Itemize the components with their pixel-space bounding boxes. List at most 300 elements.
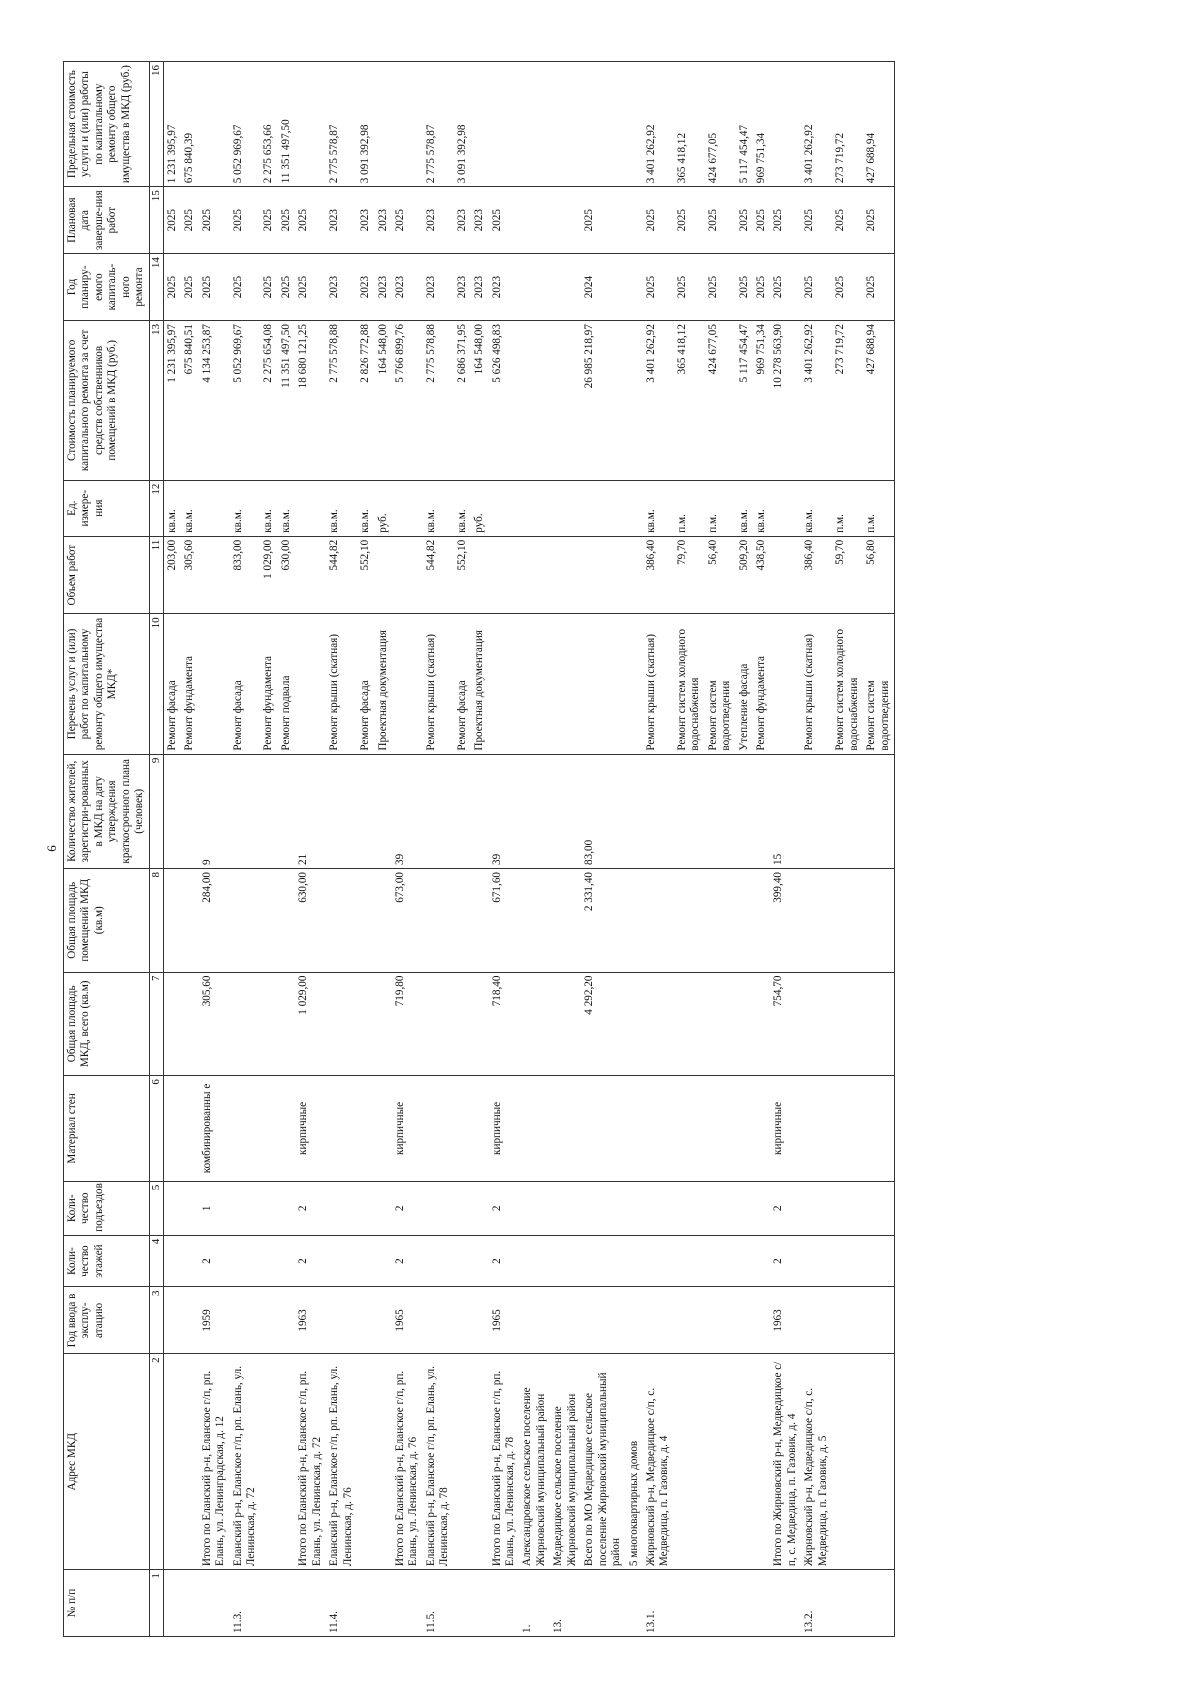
table-row [163,62,181,1637]
cell-col-15: 2025 [278,187,295,254]
cell-col-10: Ремонт крыши (скатная) [326,614,357,754]
cell-col-1: 11.3. [230,1570,261,1637]
cell-col-5: 2 [392,1181,423,1235]
cell-col-1 [199,1570,230,1637]
cell-col-16 [626,62,643,187]
cell-col-11: 833,00 [230,536,261,614]
cell-col-4 [260,1235,277,1287]
cell-col-15: 2025 [295,187,326,254]
cell-col-15: 2025 [705,187,736,254]
cell-col-11 [489,536,520,614]
cell-col-4 [801,1235,832,1287]
cell-col-16 [375,62,392,187]
cell-col-9 [326,754,357,868]
column-number: 7 [149,972,163,1076]
cell-col-8: 671,60 [489,868,520,972]
cell-col-12: кв.м. [181,480,198,536]
cell-col-2 [260,1354,277,1570]
cell-col-16: 5 117 454,47 [736,62,753,187]
cell-col-10: Ремонт подвала [278,614,295,754]
cell-col-5 [643,1181,674,1235]
cell-col-3 [181,1287,198,1354]
cell-col-7 [801,972,832,1076]
cell-col-8 [705,868,736,972]
cell-col-3 [471,1287,488,1354]
cell-col-15: 2023 [375,187,392,254]
cell-col-16: 3 401 262,92 [801,62,832,187]
cell-col-15: 2025 [581,187,625,254]
cell-col-12: кв.м. [326,480,357,536]
cell-col-9 [423,754,454,868]
cell-col-13: 1 231 395,97 [163,321,181,481]
header-row [64,62,150,1637]
cell-col-10: Ремонт фасада [454,614,471,754]
cell-col-1: 13.1. [643,1570,674,1637]
cell-col-4 [581,1235,625,1287]
cell-col-7 [550,972,581,1076]
cell-col-13: 2 275 654,08 [260,321,277,481]
cell-col-8 [801,868,832,972]
cell-col-11: 544,82 [423,536,454,614]
cell-col-2: Итого по Еланский р-н, Еланское г/п, рп. Елань, ул. Ленинская, д. 78 [489,1354,520,1570]
cell-col-7 [753,972,770,1076]
column-number: 5 [149,1181,163,1235]
cell-col-16 [770,62,801,187]
header-cell: Общая площадь помещений МКД (кв.м) [64,868,150,972]
cell-col-4 [736,1235,753,1287]
table-row [489,62,520,1637]
header-cell: Общая площадь МКД, всего (кв.м) [64,972,150,1076]
cell-col-9: 83,00 [581,754,625,868]
table-row [705,62,736,1637]
cell-col-12 [626,480,643,536]
cell-col-14: 2025 [230,254,261,321]
cell-col-12: кв.м. [753,480,770,536]
cell-col-15: 2025 [674,187,705,254]
cell-col-14: 2025 [199,254,230,321]
cell-col-6 [550,1076,581,1182]
cell-col-3 [674,1287,705,1354]
cell-col-11: 509,20 [736,536,753,614]
cell-col-4 [626,1235,643,1287]
cell-col-2: Еланский р-н, Еланское г/п, рп. Елань, ул. Ленинская, д. 72 [230,1354,261,1570]
cell-col-9 [181,754,198,868]
cell-col-6: кирпичные [489,1076,520,1182]
cell-col-10: Ремонт крыши (скатная) [643,614,674,754]
cell-col-4: 2 [770,1235,801,1287]
cell-col-6 [519,1076,550,1182]
cell-col-3 [832,1287,863,1354]
cell-col-14: 2023 [423,254,454,321]
cell-col-13: 5 117 454,47 [736,321,753,481]
cell-col-9 [163,754,181,868]
cell-col-10 [626,614,643,754]
cell-col-7 [643,972,674,1076]
column-number: 4 [149,1235,163,1287]
cell-col-6 [230,1076,261,1182]
cell-col-6 [626,1076,643,1182]
cell-col-12 [519,480,550,536]
cell-col-9 [832,754,863,868]
cell-col-2: Итого по Еланский р-н, Еланское г/п, рп. Елань, ул. Ленинградская, д. 12 [199,1354,230,1570]
cell-col-16 [392,62,423,187]
cell-col-13: 365 418,12 [674,321,705,481]
cell-col-5: 2 [770,1181,801,1235]
cell-col-1 [736,1570,753,1637]
cell-col-8 [375,868,392,972]
cell-col-6 [260,1076,277,1182]
cell-col-3 [163,1287,181,1354]
cell-col-11 [626,536,643,614]
cell-col-6 [581,1076,625,1182]
cell-col-15: 2025 [770,187,801,254]
header-cell: Перечень услуг и (или) работ по капитальному ремонту общего имущества МКД* [64,614,150,754]
cell-col-2 [471,1354,488,1570]
cell-col-8 [471,868,488,972]
cell-col-3 [801,1287,832,1354]
column-number-row [149,62,163,1637]
cell-col-14: 2025 [295,254,326,321]
cell-col-13: 5 052 969,67 [230,321,261,481]
cell-col-14: 2025 [863,254,894,321]
cell-col-15: 2025 [832,187,863,254]
cell-col-12: п.м. [832,480,863,536]
cell-col-15: 2025 [643,187,674,254]
cell-col-9 [753,754,770,868]
column-number: 10 [149,614,163,754]
cell-col-10: Ремонт фундамента [753,614,770,754]
cell-col-10 [581,614,625,754]
table-row [519,62,550,1637]
cell-col-11: 438,50 [753,536,770,614]
cell-col-5 [753,1181,770,1235]
cell-col-12 [489,480,520,536]
cell-col-14: 2025 [181,254,198,321]
cell-col-6 [736,1076,753,1182]
cell-col-11: 203,00 [163,536,181,614]
cell-col-8: 2 331,40 [581,868,625,972]
header-cell: Коли-чество этажей [64,1235,150,1287]
cell-col-16: 5 052 969,67 [230,62,261,187]
cell-col-11: 386,40 [801,536,832,614]
cell-col-14: 2025 [705,254,736,321]
cell-col-5 [581,1181,625,1235]
cell-col-1 [770,1570,801,1637]
cell-col-9 [278,754,295,868]
cell-col-13: 424 677,05 [705,321,736,481]
cell-col-16: 273 719,72 [832,62,863,187]
cell-col-8: 673,00 [392,868,423,972]
cell-col-6 [454,1076,471,1182]
cell-col-5 [863,1181,894,1235]
cell-col-9: 39 [489,754,520,868]
cell-col-8 [863,868,894,972]
cell-col-14 [626,254,643,321]
cell-col-10 [489,614,520,754]
cell-col-5 [260,1181,277,1235]
cell-col-1 [581,1570,625,1637]
cell-col-1 [753,1570,770,1637]
cell-col-7 [626,972,643,1076]
cell-col-2 [832,1354,863,1570]
header-cell: Плановая дата заверше-ния работ [64,187,150,254]
column-number: 3 [149,1287,163,1354]
cell-col-11: 552,10 [454,536,471,614]
cell-col-5 [705,1181,736,1235]
cell-col-12: кв.м. [278,480,295,536]
cell-col-15: 2025 [392,187,423,254]
cell-col-10 [199,614,230,754]
cell-col-14: 2025 [260,254,277,321]
cell-col-10 [392,614,423,754]
cell-col-16: 1 231 395,97 [163,62,181,187]
cell-col-10: Проектная документация [375,614,392,754]
cell-col-15: 2023 [423,187,454,254]
table-row [801,62,832,1637]
cell-col-5 [736,1181,753,1235]
cell-col-12: кв.м. [454,480,471,536]
cell-col-3 [581,1287,625,1354]
cell-col-1 [454,1570,471,1637]
cell-col-16: 424 677,05 [705,62,736,187]
cell-col-2 [674,1354,705,1570]
table-row [295,62,326,1637]
cell-col-16 [519,62,550,187]
cell-col-6 [705,1076,736,1182]
cell-col-4 [423,1235,454,1287]
cell-col-16: 3 401 262,92 [643,62,674,187]
cell-col-9 [736,754,753,868]
cell-col-10: Ремонт систем водоотведения [705,614,736,754]
cell-col-8 [423,868,454,972]
cell-col-3 [230,1287,261,1354]
header-cell: Стоимость планируемого капитального ремонта за счет средств собственников помещений в МКД (руб.) [64,321,150,481]
cell-col-6 [471,1076,488,1182]
cell-col-15 [626,187,643,254]
cell-col-2 [181,1354,198,1570]
cell-col-16: 365 418,12 [674,62,705,187]
header-cell: Материал стен [64,1076,150,1182]
cell-col-16: 2 775 578,87 [423,62,454,187]
cell-col-2: Итого по Еланский р-н, Еланское г/п, рп. Елань, ул. Ленинская, д. 72 [295,1354,326,1570]
cell-col-13: 10 278 563,90 [770,321,801,481]
table-body [163,62,894,1637]
cell-col-1 [357,1570,374,1637]
cell-col-7 [454,972,471,1076]
cell-col-1 [392,1570,423,1637]
cell-col-4 [471,1235,488,1287]
cell-col-14: 2025 [643,254,674,321]
cell-col-14: 2025 [278,254,295,321]
cell-col-7: 4 292,20 [581,972,625,1076]
cell-col-10: Ремонт систем холодного водоснабжения [674,614,705,754]
cell-col-2 [163,1354,181,1570]
cell-col-14: 2025 [674,254,705,321]
cell-col-5 [471,1181,488,1235]
column-number: 9 [149,754,163,868]
cell-col-16: 11 351 497,50 [278,62,295,187]
cell-col-1 [863,1570,894,1637]
cell-col-4 [181,1235,198,1287]
cell-col-8 [550,868,581,972]
cell-col-12: кв.м. [736,480,753,536]
cell-col-10: Ремонт фасада [230,614,261,754]
cell-col-4 [357,1235,374,1287]
cell-col-9: 15 [770,754,801,868]
table-row [199,62,230,1637]
table-row [832,62,863,1637]
cell-col-7 [375,972,392,1076]
cell-col-2 [863,1354,894,1570]
cell-col-2 [375,1354,392,1570]
cell-col-8: 399,40 [770,868,801,972]
cell-col-6: кирпичные [295,1076,326,1182]
cell-col-11 [581,536,625,614]
cell-col-3: 1959 [199,1287,230,1354]
cell-col-3 [705,1287,736,1354]
cell-col-3 [863,1287,894,1354]
cell-col-8 [674,868,705,972]
cell-col-14: 2025 [753,254,770,321]
table-row [581,62,625,1637]
cell-col-14: 2023 [375,254,392,321]
cell-col-13: 969 751,34 [753,321,770,481]
cell-col-9 [471,754,488,868]
table-row [626,62,643,1637]
cell-col-5 [626,1181,643,1235]
cell-col-16: 3 091 392,98 [357,62,374,187]
cell-col-15: 2025 [163,187,181,254]
cell-col-10: Ремонт систем холодного водоснабжения [832,614,863,754]
cell-col-5 [357,1181,374,1235]
cell-col-5 [454,1181,471,1235]
cell-col-3 [643,1287,674,1354]
cell-col-7 [163,972,181,1076]
column-number: 8 [149,868,163,972]
cell-col-12 [392,480,423,536]
header-cell: Адрес МКД [64,1354,150,1570]
cell-col-3 [753,1287,770,1354]
cell-col-2: Жирновский р-н, Медведицкое с/п, с. Медведица, п. Газовик, д. 5 [801,1354,832,1570]
column-number: 11 [149,536,163,614]
cell-col-14: 2025 [736,254,753,321]
cell-col-2: Всего по МО Медведицкое сельское поселение Жирновский муниципальный район [581,1354,625,1570]
cell-col-2 [736,1354,753,1570]
cell-col-9 [674,754,705,868]
cell-col-16: 427 688,94 [863,62,894,187]
cell-col-6 [181,1076,198,1182]
cell-col-11: 1 029,00 [260,536,277,614]
cell-col-2: Александровское сельское поселение Жирновский муниципальный район [519,1354,550,1570]
cell-col-16 [489,62,520,187]
column-number: 14 [149,254,163,321]
page-number: 6 [44,845,59,852]
cell-col-16: 969 751,34 [753,62,770,187]
table-row [375,62,392,1637]
cell-col-6 [326,1076,357,1182]
cell-col-2 [705,1354,736,1570]
cell-col-11: 79,70 [674,536,705,614]
cell-col-7 [863,972,894,1076]
cell-col-16: 675 840,39 [181,62,198,187]
cell-col-1 [163,1570,181,1637]
cell-col-16 [581,62,625,187]
cell-col-13: 164 548,00 [375,321,392,481]
cell-col-2: Медведицкое сельское поселение Жирновский муниципальный район [550,1354,581,1570]
cell-col-10: Ремонт фундамента [260,614,277,754]
cell-col-15: 2025 [736,187,753,254]
cell-col-3 [519,1287,550,1354]
cell-col-8 [832,868,863,972]
cell-col-15 [550,187,581,254]
cell-col-14: 2025 [163,254,181,321]
cell-col-16 [550,62,581,187]
cell-col-11 [375,536,392,614]
cell-col-4: 2 [489,1235,520,1287]
cell-col-9 [863,754,894,868]
cell-col-10: Ремонт крыши (скатная) [801,614,832,754]
cell-col-8: 630,00 [295,868,326,972]
cell-col-13: 3 401 262,92 [643,321,674,481]
cell-col-4 [674,1235,705,1287]
cell-col-7 [471,972,488,1076]
cell-col-8 [260,868,277,972]
cell-col-15: 2025 [753,187,770,254]
cell-col-7 [519,972,550,1076]
cell-col-9 [801,754,832,868]
table-row [643,62,674,1637]
cell-col-6 [832,1076,863,1182]
cell-col-14 [519,254,550,321]
cell-col-1: 13.2. [801,1570,832,1637]
cell-col-1 [489,1570,520,1637]
cell-col-10: Ремонт крыши (скатная) [423,614,454,754]
cell-col-15: 2025 [489,187,520,254]
cell-col-9 [454,754,471,868]
cell-col-1 [674,1570,705,1637]
cell-col-15: 2025 [260,187,277,254]
cell-col-6 [674,1076,705,1182]
cell-col-13: 4 134 253,87 [199,321,230,481]
cell-col-12 [199,480,230,536]
cell-col-4: 2 [199,1235,230,1287]
cell-col-13: 11 351 497,50 [278,321,295,481]
cell-col-3: 1965 [392,1287,423,1354]
cell-col-10 [770,614,801,754]
cell-col-16 [471,62,488,187]
cell-col-6: кирпичные [392,1076,423,1182]
cell-col-13: 18 680 121,25 [295,321,326,481]
cell-col-3: 1963 [770,1287,801,1354]
header-cell: Предельная стоимость услуги и (или) работы по капитальному ремонту общего имущества в МКД (руб.) [64,62,150,187]
cell-col-10: Ремонт фасада [163,614,181,754]
cell-col-6 [423,1076,454,1182]
column-number: 2 [149,1354,163,1570]
cell-col-5 [326,1181,357,1235]
column-number: 13 [149,321,163,481]
table-row [770,62,801,1637]
cell-col-4 [863,1235,894,1287]
cell-col-7 [423,972,454,1076]
table-row [454,62,471,1637]
cell-col-5 [163,1181,181,1235]
cell-col-10: Ремонт систем водоотведения [863,614,894,754]
cell-col-3 [550,1287,581,1354]
header-cell: Год ввода в эксплу-атацию [64,1287,150,1354]
cell-col-15: 2025 [801,187,832,254]
column-number: 15 [149,187,163,254]
header-cell: Ед. измере-ния [64,480,150,536]
